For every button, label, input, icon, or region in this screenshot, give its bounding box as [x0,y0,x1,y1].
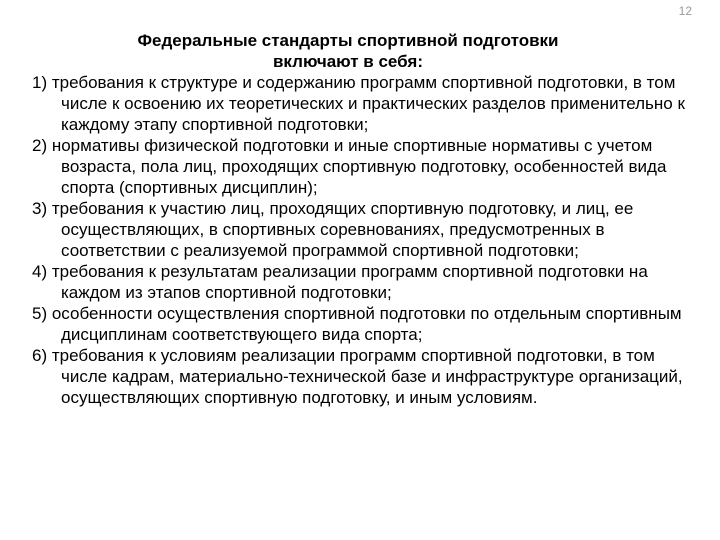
requirements-list [32,72,694,408]
slide-content [32,30,694,408]
list-item: 1) требования к структуре и содержанию программ спортивной подготовки, в том числе к освоению их теоретических и практических разделов применительно к каждому этапу спортивной подготовки; [32,73,685,134]
list-item: 6) требования к условиям реализации программ спортивной подготовки, в том числе кадрам, материально-технической базе и инфраструктуре организаций, осуществляющих спортивную подготовку, и иным условиям. [32,346,683,407]
list-item: 4) требования к результатам реализации программ спортивной подготовки на каждом из этапов спортивной подготовки; [32,262,648,302]
list-item: 2) нормативы физической подготовки и иные спортивные нормативы с учетом возраста, пола лиц, проходящих спортивную подготовку, особенностей вида спорта (спортивных дисциплин); [32,136,667,197]
list-item: 5) особенности осуществления спортивной подготовки по отдельным спортивным дисциплинам соответствующего вида спорта; [32,304,682,344]
slide-title [2,30,694,72]
title-line-1: Федеральные стандарты спортивной подготовки [137,31,559,50]
title-line-2: включают в себя: [272,52,424,71]
list-item: 3) требования к участию лиц, проходящих спортивную подготовку, и лиц, ее осуществляющих, в спортивных соревнованиях, предусмотренных в соответствии с реализуемой программой спортивной подготовки; [32,199,634,260]
slide-number: 12 [678,4,692,18]
